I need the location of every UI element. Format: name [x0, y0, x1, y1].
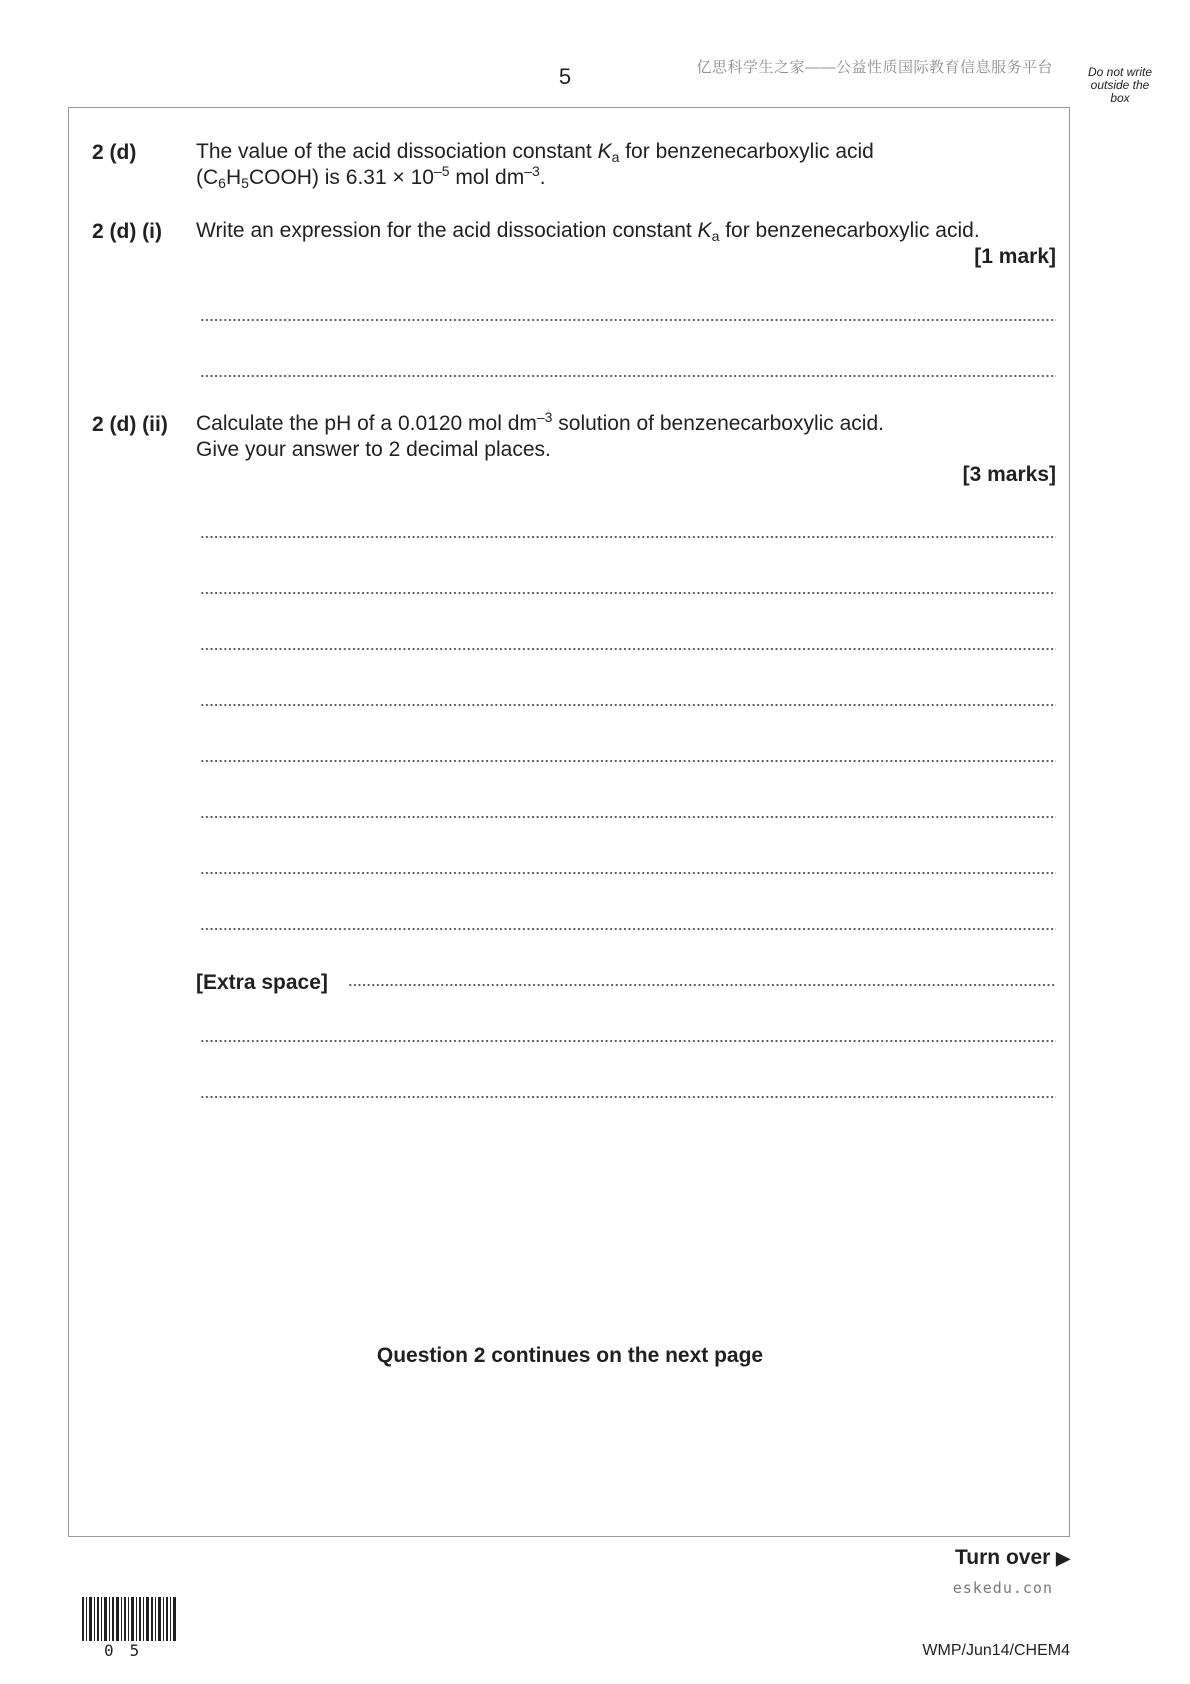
margin-note-line: outside the	[1090, 78, 1150, 92]
paper-reference: WMP/Jun14/CHEM4	[922, 1642, 1070, 1659]
question-text	[196, 139, 874, 191]
answer-line[interactable]	[200, 591, 1056, 595]
answer-line[interactable]	[200, 759, 1056, 763]
answer-line[interactable]	[200, 871, 1056, 875]
question-number: 2 (d) (i)	[92, 220, 162, 243]
answer-line[interactable]	[200, 927, 1056, 931]
answer-line[interactable]	[200, 1095, 1056, 1099]
page-number: 5	[558, 64, 572, 89]
marks-label: [3 marks]	[962, 463, 1056, 486]
barcode-digits: 05	[104, 1641, 156, 1660]
question-text	[196, 411, 884, 463]
question-line: The value of the acid dissociation constant $K_a$ for benzenecarboxylic acid	[196, 140, 874, 165]
question-line: Calculate the pH of a 0.0120 mol $dm^{-3}$ solution of benzenecarboxylic acid.	[196, 409, 884, 435]
question-number: 2 (d) (ii)	[92, 413, 168, 436]
margin-note-line: box	[1110, 91, 1130, 105]
question-line: $(C_6H_5COOH)$ is $6.31 \times 10^{-5}$ mol $dm^{-3}$.	[196, 163, 546, 191]
margin-note-line: Do not write	[1087, 65, 1153, 79]
barcode-icon	[82, 1597, 176, 1641]
answer-line[interactable]	[200, 703, 1056, 707]
answer-line[interactable]	[200, 374, 1056, 378]
question-number: 2 (d)	[92, 141, 137, 164]
answer-line[interactable]	[200, 1039, 1056, 1043]
watermark: 亿思科学生之家——公益性质国际教育信息服务平台	[696, 59, 1053, 76]
website-watermark: eskedu.con	[952, 1579, 1053, 1597]
answer-line[interactable]	[200, 318, 1056, 322]
triangle-right-icon: ▶	[1056, 1548, 1070, 1568]
question-line: Give your answer to 2 decimal places.	[196, 438, 551, 461]
answer-line[interactable]	[200, 535, 1056, 539]
answer-line[interactable]	[200, 647, 1056, 651]
extra-space-label: [Extra space]	[196, 971, 328, 994]
marks-label: [1 mark]	[974, 245, 1056, 268]
margin-note	[1075, 66, 1165, 105]
answer-line[interactable]	[200, 815, 1056, 819]
turn-over-label: Turn over ▶	[955, 1546, 1070, 1569]
continues-note: Question 2 continues on the next page	[376, 1344, 764, 1367]
answer-line[interactable]	[348, 983, 1056, 987]
question-text: Write an expression for the acid dissociation constant $K_a$ for benzenecarboxylic acid.	[196, 219, 980, 244]
